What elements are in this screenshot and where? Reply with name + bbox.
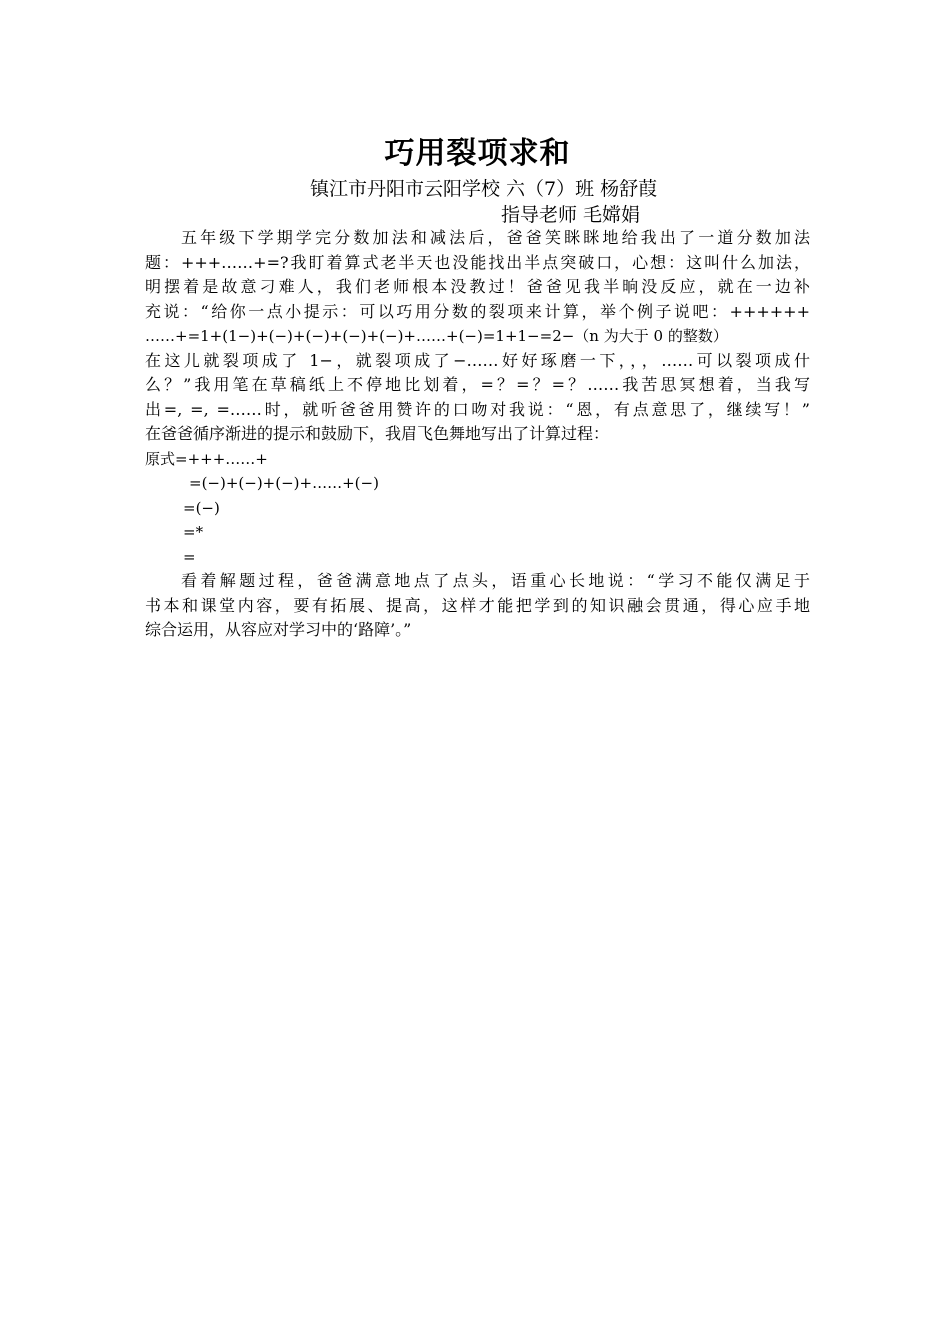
calc-line: =*	[183, 523, 204, 541]
text-line: 在这儿就裂项成了 1−，就裂项成了−……好好琢磨一下，，，……可以裂项成什	[145, 350, 810, 370]
text-line: 明摆着是故意刁难人，我们老师根本没教过！爸爸见我半晌没反应，就在一边补	[145, 277, 810, 296]
paragraph-intro	[145, 226, 810, 447]
text-line: 综合运用，从容应对学习中的‘路障’。”	[145, 620, 412, 639]
text-line: 充说：“给你一点小提示：可以巧用分数的裂项来计算，举个例子说吧：++++++	[145, 301, 810, 321]
text-line: 书本和课堂内容，要有拓展、提高，这样才能把学到的知识融会贯通，得心应手地	[145, 595, 810, 615]
text-line: 看着解题过程，爸爸满意地点了点头，语重心长地说：“学习不能仅满足于	[181, 571, 810, 590]
text-line: 么？”我用笔在草稿纸上不停地比划着，=？=？=？……我苦思冥想着，当我写	[145, 375, 810, 394]
formula-line: ……+=1+(1−)+(−)+(−)+(−)+(−)+……+(−)=1+1−=2−（n 为大于 0 的整数）	[145, 327, 728, 345]
calculation-block	[145, 447, 810, 570]
text-line: 在爸爸循序渐进的提示和鼓励下，我眉飞色舞地写出了计算过程：	[145, 424, 610, 443]
calc-line: 原式=+++……+	[145, 449, 268, 468]
author-line: 镇江市丹阳市云阳学校 六（7）班 杨舒葭	[310, 178, 658, 200]
text-line: 五年级下学期学完分数加法和减法后，爸爸笑眯眯地给我出了一道分数加法	[181, 228, 810, 247]
advisor-line: 指导老师 毛嫦娟	[501, 204, 641, 226]
document-title: 巧用裂项求和	[384, 136, 571, 171]
paragraph-conclusion	[145, 569, 810, 643]
calc-line: =(−)	[183, 498, 220, 517]
calc-line: =(−)+(−)+(−)+……+(−)	[189, 474, 379, 492]
text-line: 题：+++……+=?我盯着算式老半天也没能找出半点突破口，心想：这叫什么加法，	[145, 252, 810, 272]
calc-line: =	[183, 547, 196, 566]
text-line: 出=, =, =……时，就听爸爸用赞许的口吻对我说：“恩，有点意思了，继续写！”	[145, 399, 810, 419]
article-body	[145, 226, 810, 643]
